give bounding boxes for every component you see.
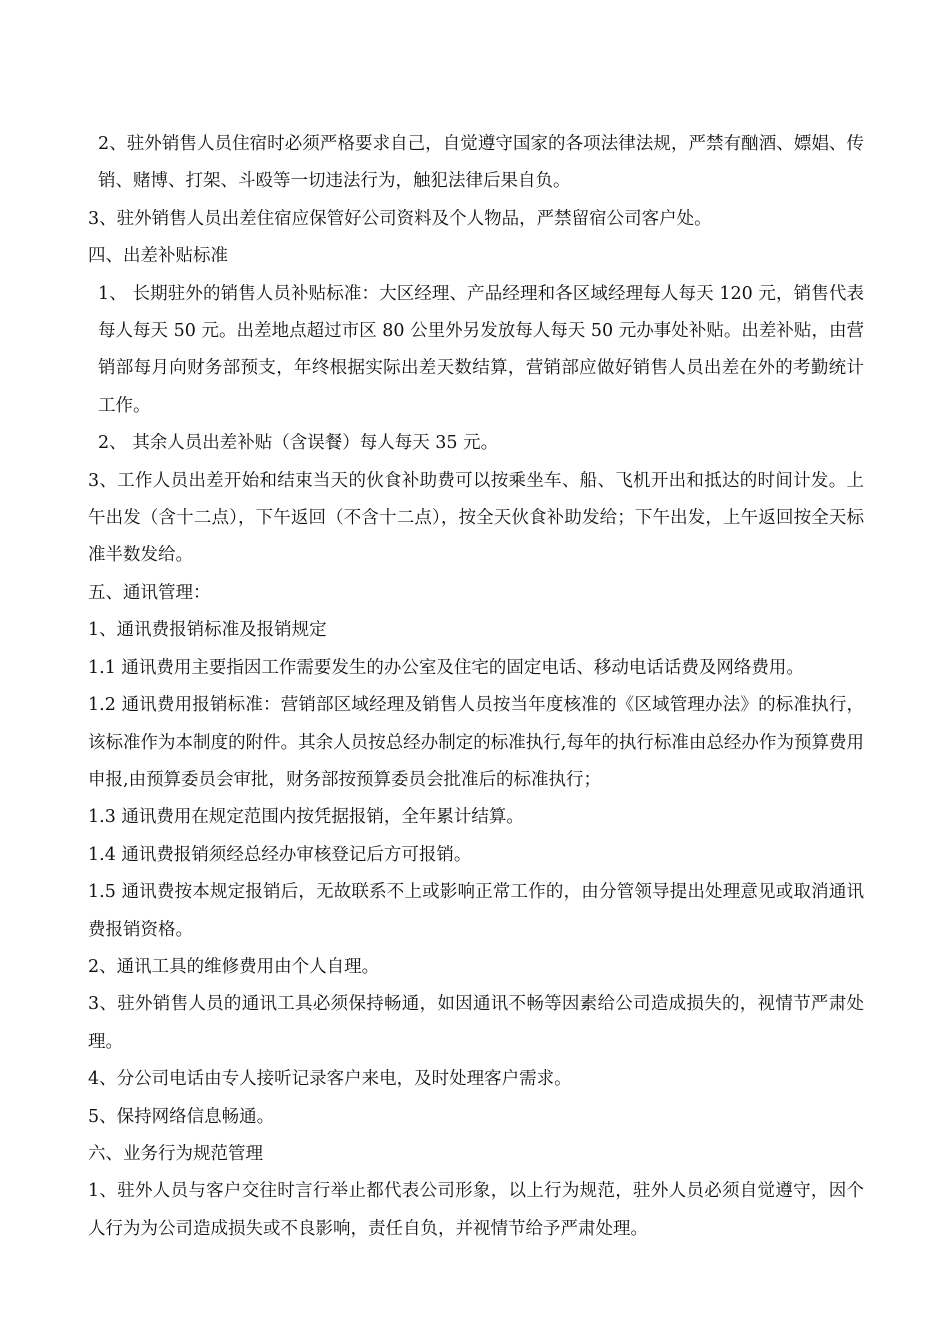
paragraph-meal-subsidy: 3、工作人员出差开始和结束当天的伙食补助费可以按乘坐车、船、飞机开出和抵达的时间计发。上午出发（含十二点），下午返回（不含十二点），按全天伙食补助发给；下午出发，上午返回按全天标准半数发给。	[88, 470, 864, 566]
paragraph-business-conduct-1: 1、驻外人员与客户交往时言行举止都代表公司形象，以上行为规范，驻外人员必须自觉遵守，因个人行为为公司造成损失或不良影响，责任自负，并视情节给予严肃处理。	[88, 1181, 864, 1239]
paragraph-other-staff-allowance: 2、 其余人员出差补贴（含误餐）每人每天 35 元。	[98, 433, 499, 454]
paragraph-comm-keep-open: 3、驻外销售人员的通讯工具必须保持畅通，如因通讯不畅等因素给公司造成损失的，视情节严肃处理。	[88, 994, 864, 1052]
paragraph-comm-1-5: 1.5 通讯费按本规定报销后，无故联系不上或影响正常工作的，由分管领导提出处理意见或取消通讯费报销资格。	[88, 882, 864, 940]
paragraph-accommodation-conduct: 2、驻外销售人员住宿时必须严格要求自己，自觉遵守国家的各项法律法规，严禁有酗酒、嫖娼、传销、赌博、打架、斗殴等一切违法行为，触犯法律后果自负。	[98, 134, 864, 192]
paragraph-comm-repair: 2、通讯工具的维修费用由个人自理。	[88, 956, 380, 977]
document-page	[88, 126, 864, 1248]
paragraph-comm-1-2: 1.2 通讯费用报销标准：营销部区域经理及销售人员按当年度核准的《区域管理办法》的标准执行，该标准作为本制度的附件。其余人员按总经办制定的标准执行,每年的执行标准由总经办作为预算费用申报,由预算委员会审批，财务部按预算委员会批准后的标准执行；	[88, 695, 864, 790]
paragraph-comm-1-3: 1.3 通讯费用在规定范围内按凭据报销，全年累计结算。	[88, 807, 524, 828]
paragraph-comm-reimbursement-title: 1、通讯费报销标准及报销规定	[88, 620, 327, 641]
paragraph-comm-1-1: 1.1 通讯费用主要指因工作需要发生的办公室及住宅的固定电话、移动电话话费及网络费用。	[88, 657, 804, 678]
paragraph-network: 5、保持网络信息畅通。	[88, 1106, 275, 1127]
paragraph-accommodation-belongings: 3、驻外销售人员出差住宿应保管好公司资料及个人物品，严禁留宿公司客户处。	[88, 208, 712, 229]
paragraph-long-term-allowance: 1、 长期驻外的销售人员补贴标准：大区经理、产品经理和各区域经理每人每天 120 元，销售代表每人每天 50 元。出差地点超过市区 80 公里外另发放每人每天 50 元办事处补贴。出差补贴，由营销部每月向财务部预支，年终根据实际出差天数结算，营销部应做好销售人员出差在外的考勤统计工作。	[98, 283, 864, 416]
section-heading-travel-allowance: 四、出差补贴标准	[88, 246, 228, 267]
paragraph-branch-phone: 4、分公司电话由专人接听记录客户来电，及时处理客户需求。	[88, 1069, 572, 1090]
section-heading-business-conduct: 六、业务行为规范管理	[88, 1143, 263, 1164]
paragraph-comm-1-4: 1.4 通讯费报销须经总经办审核登记后方可报销。	[88, 844, 472, 865]
section-heading-communication: 五、通讯管理：	[88, 582, 211, 603]
